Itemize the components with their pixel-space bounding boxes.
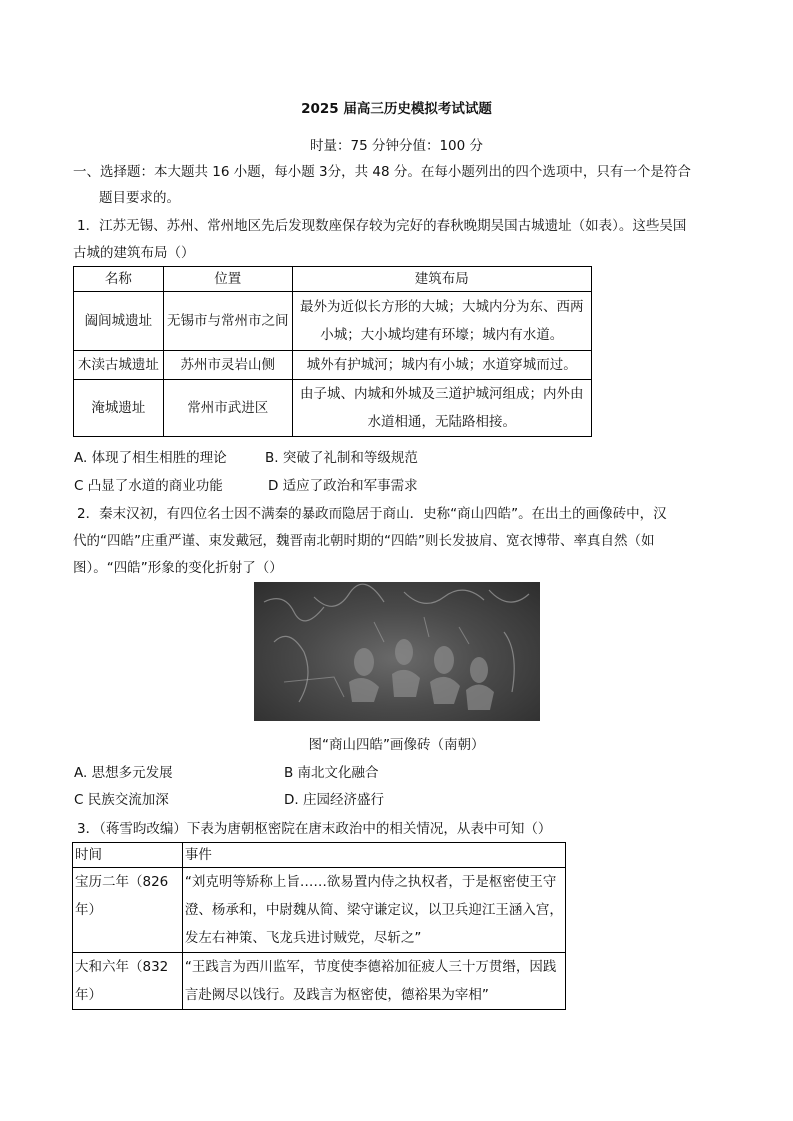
q3-stem: 3．（蒋雪昀改编）下表为唐朝枢密院在唐末政治中的相关情况，从表中可知（） — [77, 821, 552, 837]
table-row — [74, 351, 592, 380]
figure-caption: 图“商山四皓”画像砖（南朝） — [308, 737, 485, 753]
q2-option-b[interactable]: B 南北文化融合 — [284, 765, 379, 781]
q2-stem-cont: 代的“四皓”庄重严谨、束发戴冠，魏晋南北朝时期的“四皓”则长发披肩、宽衣博带、率真自然（如 — [73, 533, 655, 549]
brick-relief-image — [254, 582, 540, 721]
table-header: 建筑布局 — [292, 267, 591, 292]
section-intro: 一、选择题：本大题共 16 小题，每小题 3分，共 48 分。在每小题列出的四个选项中，只有一个是符合 — [73, 164, 691, 180]
q1-option-c[interactable]: C 凸显了水道的商业功能 — [74, 478, 223, 494]
q1-stem-cont: 古城的建筑布局（） — [73, 245, 195, 261]
q1-option-a[interactable]: A. 体现了相生相胜的理论 — [74, 450, 227, 466]
page-title: 2025 届高三历史模拟考试试题 — [301, 101, 492, 117]
q2-stem-cont: 图）。“四皓”形象的变化折射了（） — [73, 560, 283, 576]
table-cell: 大和六年（832 年） — [73, 953, 183, 1010]
q1-table — [73, 266, 592, 437]
table-cell: 淹城遗址 — [74, 380, 164, 437]
table-cell: 常州市武进区 — [163, 380, 292, 437]
q1-stem: 1．江苏无锡、苏州、常州地区先后发现数座保存较为完好的春秋晚期吴国古城遗址（如表）。这些吴国 — [77, 218, 687, 234]
table-header-row — [74, 267, 592, 292]
table-cell: 阖闾城遗址 — [74, 292, 164, 351]
table-cell: 木渎古城遗址 — [74, 351, 164, 380]
table-cell: 宝历二年（826 年） — [73, 868, 183, 953]
table-row — [74, 380, 592, 437]
q1-option-b[interactable]: B. 突破了礼制和等级规范 — [265, 450, 418, 466]
table-cell: 最外为近似长方形的大城；大城内分为东、西两小城；大小城均建有环壕；城内有水道。 — [292, 292, 591, 351]
table-cell: 由子城、内城和外城及三道护城河组成；内外由水道相通，无陆路相接。 — [292, 380, 591, 437]
table-cell: “刘克明等矫称上旨……欲易置内侍之执权者，于是枢密使王守澄、杨承和，中尉魏从简、梁守谦定议，以卫兵迎江王涵入宫，发左右神策、飞龙兵进讨贼党，尽斩之” — [182, 868, 565, 953]
table-header: 事件 — [182, 843, 565, 868]
q2-option-d[interactable]: D. 庄园经济盛行 — [284, 792, 384, 808]
q2-option-c[interactable]: C 民族交流加深 — [74, 792, 169, 808]
table-header-row — [73, 843, 566, 868]
table-row — [74, 292, 592, 351]
table-row — [73, 953, 566, 1010]
table-header: 名称 — [74, 267, 164, 292]
table-header: 位置 — [163, 267, 292, 292]
table-cell: 城外有护城河；城内有小城；水道穿城而过。 — [292, 351, 591, 380]
table-header: 时间 — [73, 843, 183, 868]
table-cell: 无锡市与常州市之间 — [163, 292, 292, 351]
q1-option-d[interactable]: D 适应了政治和军事需求 — [268, 478, 418, 494]
section-intro-cont: 题目要求的。 — [99, 190, 180, 206]
table-row — [73, 868, 566, 953]
exam-meta: 时量：75 分钟分值：100 分 — [309, 138, 484, 154]
table-cell: 苏州市灵岩山侧 — [163, 351, 292, 380]
q2-option-a[interactable]: A. 思想多元发展 — [74, 765, 173, 781]
table-cell: “王践言为西川监军，节度使李德裕加征疲人三十万贯缗，因践言赴阙尽以饯行。及践言为枢密使，德裕果为宰相” — [182, 953, 565, 1010]
q3-table — [72, 842, 566, 1010]
q2-stem: 2．秦末汉初，有四位名士因不满秦的暴政而隐居于商山．史称“商山四皓”。在出土的画像砖中，汉 — [77, 506, 667, 522]
